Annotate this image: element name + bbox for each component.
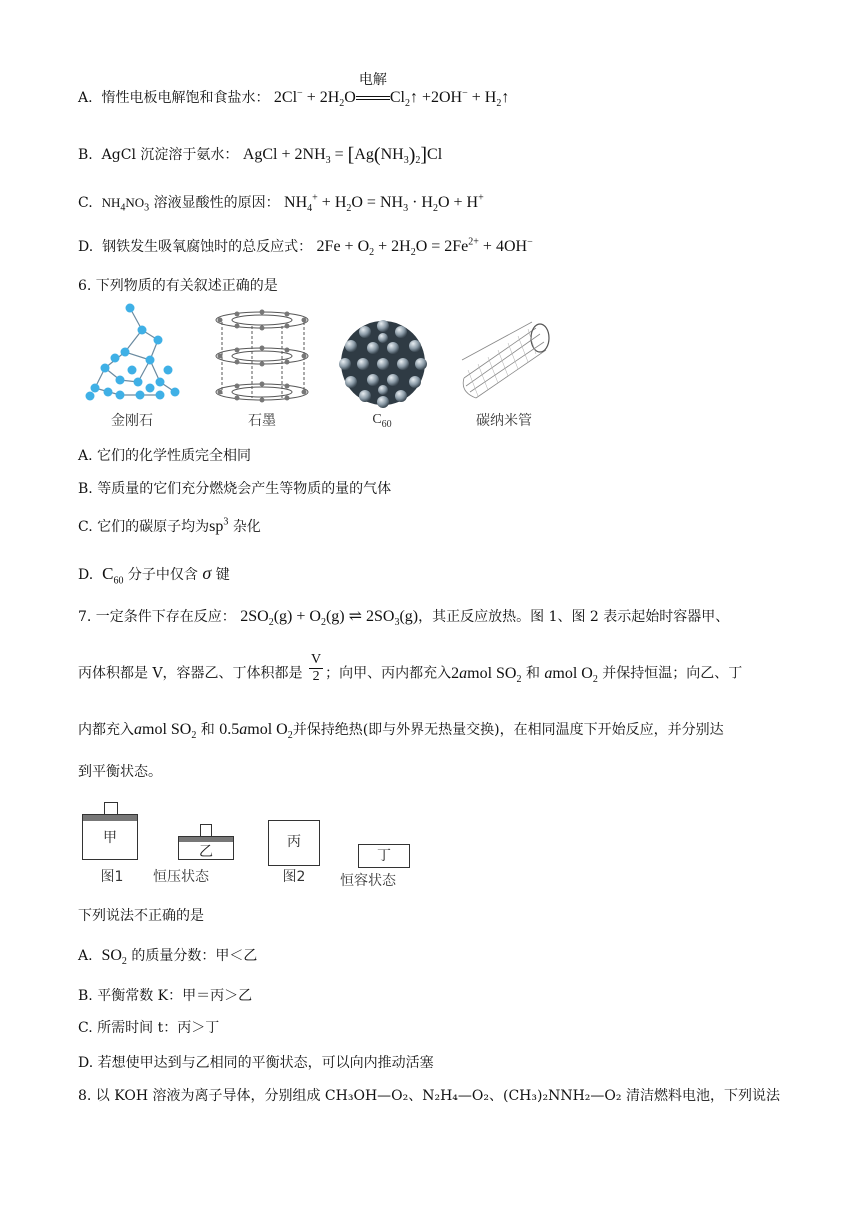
- nanotube-figure: [458, 320, 554, 404]
- option-5d: D. 钢铁发生吸氧腐蚀时的总反应式： $2Fe + O_2 + 2H_2O = 2Fe^{2+} + 4OH^-$: [78, 236, 533, 259]
- container-yi: 乙: [178, 836, 234, 860]
- graphite-figure: [212, 308, 312, 404]
- caption-c60: $C_{60}$: [372, 412, 392, 430]
- c60-figure: [335, 318, 431, 408]
- question-7-line-2: 丙体积都是 V，容器乙、丁体积都是 $\frac{V}{2}$ ；向甲、丙内都充入2amol $SO_2$ 和 amol $O_2$ 并保持恒温；向乙、丁: [78, 652, 743, 685]
- option-5b: B. AgCl 沉淀溶于氨水： AgCl + $2NH_3 = [Ag(NH_3)_2]Cl$: [78, 144, 443, 167]
- option-5c: C. $NH_4NO_3$ 溶液显酸性的原因： $NH_4^+ + H_2O = NH_3 \cdot H_2O + H^+$: [78, 192, 484, 215]
- caption-graphite: 石墨: [248, 413, 276, 429]
- option-6a: A. 它们的化学性质完全相同: [78, 448, 252, 464]
- container-bing: 丙: [268, 820, 320, 866]
- hengrong-label: 恒容状态: [340, 873, 396, 889]
- caption-nanotube: 碳纳米管: [476, 413, 532, 429]
- option-6b: B. 等质量的它们充分燃烧会产生等物质的量的气体: [78, 481, 392, 497]
- option-6c: C. 它们的碳原子均为$sp^3$ 杂化: [78, 516, 261, 535]
- electrolysis-condition: 电解: [358, 72, 387, 88]
- fig1-label: 图1: [100, 869, 124, 885]
- caption-diamond: 金刚石: [111, 413, 153, 429]
- container-jia: 甲: [82, 814, 138, 860]
- hengya-label: 恒压状态: [153, 869, 209, 885]
- question-7-line-3: 内都充入amol $SO_2$ 和 0.5amol $O_2$并保持绝热(即与外界无热量交换)，在相同温度下开始反应，并分别达: [78, 721, 724, 742]
- option-6d: D. $C_{60}$ 分子中仅含 σ 键: [78, 563, 230, 587]
- container-figure: [78, 792, 418, 892]
- question-6-stem: 6. 下列物质的有关叙述正确的是: [78, 278, 278, 294]
- container-ding: 丁: [358, 844, 410, 868]
- question-7-line-4: 到平衡状态。: [78, 764, 162, 780]
- option-7d: D. 若想使甲达到与乙相同的平衡状态，可以向内推动活塞: [78, 1055, 434, 1071]
- diamond-figure: [80, 300, 185, 405]
- option-5a: A. 惰性电板电解饱和食盐水： $2Cl^- + 2H_2O$ 电解 $Cl_2↑ +2OH^-$ + $H_2↑$: [78, 72, 510, 110]
- fig2-label: 图2: [282, 869, 306, 885]
- option-7c: C. 所需时间 t：丙＞丁: [78, 1020, 220, 1036]
- option-7b: B. 平衡常数 K：甲＝丙＞乙: [78, 988, 253, 1004]
- option-7a: A. $SO_2$ 的质量分数：甲＜乙: [78, 947, 258, 968]
- question-8-stem: 8. 以 KOH 溶液为离子导体，分别组成 CH₃OH—O₂、N₂H₄—O₂、(CH₃)₂NNH₂—O₂ 清洁燃料电池，下列说法: [78, 1088, 780, 1104]
- question-7-line-1: 7. 一定条件下存在反应： $2SO_2(g) + O_2(g)$ ⇌ $2SO_3(g)$，其正反应放热。图 1、图 2 表示起始时容器甲、: [78, 608, 730, 629]
- question-7-stem-2: 下列说法不正确的是: [78, 908, 204, 924]
